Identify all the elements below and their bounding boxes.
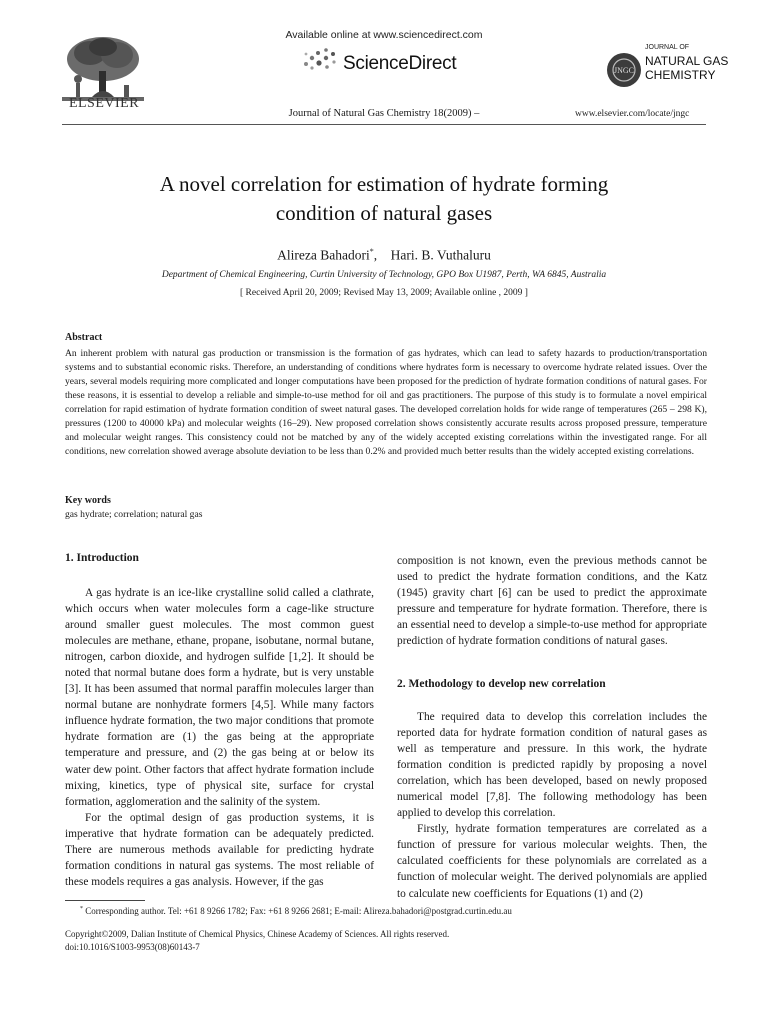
- keywords-text: gas hydrate; correlation; natural gas: [65, 509, 203, 520]
- copyright: Copyright©2009, Dalian Institute of Chemical Physics, Chinese Academy of Sciences. All rights reserved.: [65, 929, 450, 939]
- footnote-divider: [65, 900, 145, 901]
- journal-logo-line3: CHEMISTRY: [645, 68, 716, 82]
- author-2: Hari. B. Vuthaluru: [390, 247, 491, 263]
- abstract-text: An inherent problem with natural gas production or transmission is the formation of gas hydrates, which can lead to safety hazards to production/transportation systems and to substantial economic risks. Therefore, an understanding of conditions where hydrates form is necessary to overcome hydrate related issues. Over the years, several models requiring more complicated and longer computations have been proposed for the prediction of hydrate formation conditions of natural gases. For these reasons, it is essential to develop a reliable and simple-to-use method for oil and gas practitioners. The purpose of this study is to formulate a novel empirical correlation for rapid estimation of hydrate formation condition of sweet natural gases. The developed correlation holds for wide range of temperatures (265 – 298 K), pressures (1200 to 40000 kPa) and molecular weights (16–29). New proposed correlation shows consistently accurate results across proposed pressure, temperature and molecular weight ranges. This consistency could not be matched by any of the widely accepted existing correlations within the investigated range. For all conditions, new correlation showed average absolute deviation to be less than 0.2% and provided much better results than the widely accepted existing correlations.: [65, 348, 707, 457]
- publisher-name: ELSEVIER: [68, 96, 140, 111]
- section-1-continued: [397, 553, 707, 649]
- available-online-link[interactable]: Available online at www.sciencedirect.com: [285, 29, 483, 41]
- corresponding-mark[interactable]: *: [369, 247, 374, 256]
- article-title: [100, 170, 668, 228]
- title-line-1: A novel correlation for estimation of hydrate forming: [159, 172, 609, 196]
- section-2-body: [397, 709, 707, 902]
- author-list: Alireza Bahadori*, Hari. B. Vuthaluru: [277, 247, 491, 263]
- journal-citation: Journal of Natural Gas Chemistry 18(2009) –: [288, 108, 480, 119]
- doi-link[interactable]: doi:10.1016/S1003-9953(08)60143-7: [65, 942, 200, 952]
- paragraph: Firstly, hydrate formation temperatures are correlated as a function of pressure for various molecular weights. Then, the calculated coefficients for these polynomials are correlated as a function of molecular weight. The derived polynomials are applied to calculate new coefficients for Equations (1) and (2): [397, 823, 707, 900]
- section-1-body: [65, 585, 374, 890]
- header-divider: [62, 124, 706, 125]
- footnote-mark: *: [80, 906, 83, 912]
- received-dates: [ Received April 20, 2009; Revised May 13, 2009; Available online , 2009 ]: [240, 288, 528, 298]
- paragraph: For the optimal design of gas production systems, it is imperative that hydrate formation can be adequately predicted. There are numerous methods available for predicting hydrate formation conditions in natural gas systems. The most reliable of these models requires a gas analysis. However, if the gas: [65, 811, 374, 888]
- affiliation: Department of Chemical Engineering, Curtin University of Technology, GPO Box U1987, Perth, WA 6845, Australia: [161, 270, 607, 280]
- title-line-2: condition of natural gases: [275, 201, 493, 225]
- paragraph: composition is not known, even the previous methods cannot be used to predict the hydrate formation conditions, and the Katz (1945) gravity chart [6] can be used to predict the approximate pressure and temperature for hydrate formation. Therefore, there is an essential need to develop a simple-to-use method for appropriate prediction of hydrate formation conditions of natural gases.: [397, 555, 707, 648]
- paragraph: The required data to develop this correlation includes the reported data for hydrate formation condition of natural gases as well as temperature and pressure. In this work, the hydrate formation condition is predicted rapidly by proposing a novel correlation, which has been developed, based on newly proposed numerical model [7,8]. The following methodology has been applied to develop this correlation.: [397, 711, 707, 820]
- journal-logo-line2: NATURAL GAS: [645, 54, 729, 68]
- footnote-text: Corresponding author. Tel: +61 8 9266 1782; Fax: +61 8 9266 2681; E-mail: Alireza.bahadori@postgrad.curtin.edu.au: [85, 906, 512, 916]
- section-1-heading: 1. Introduction: [65, 552, 139, 564]
- section-2-heading: 2. Methodology to develop new correlation: [397, 678, 606, 690]
- footnote: [80, 906, 512, 916]
- author-1: Alireza Bahadori: [277, 247, 370, 263]
- abstract-heading: Abstract: [65, 332, 103, 343]
- sciencedirect-dots-icon: [300, 44, 340, 74]
- svg-text:JNGC: JNGC: [613, 66, 635, 75]
- paragraph: A gas hydrate is an ice-like crystalline solid called a clathrate, which occurs when water molecules form a cage-like structure around smaller guest molecules. The most common guest molecules are methane, ethane, propane, isobutane, normal butane, nitrogen, carbon dioxide, and hydrogen sulfide [1,2]. It should be noted that normal butane does form a hydrate, but is very unstable [3]. It has been assumed that normal paraffin molecules larger than normal butane are nonhydrate formers [4,5]. While many factors influence hydrate formation, the two major conditions that promote hydrate formation are (1) the gas being at the appropriate temperature and pressure, and (2) the gas being at or below its water dew point. Other factors that affect hydrate formation include mixing, kinetics, type of physical site, surface for crystal formation, agglomeration and the salinity of the system.: [65, 587, 374, 808]
- journal-logo-line1: JOURNAL OF: [645, 44, 690, 51]
- sciencedirect-logo-text: ScienceDirect: [343, 53, 457, 74]
- keywords-heading: Key words: [65, 495, 111, 506]
- journal-url-link[interactable]: www.elsevier.com/locate/jngc: [575, 109, 690, 119]
- journal-emblem-icon: [606, 52, 642, 88]
